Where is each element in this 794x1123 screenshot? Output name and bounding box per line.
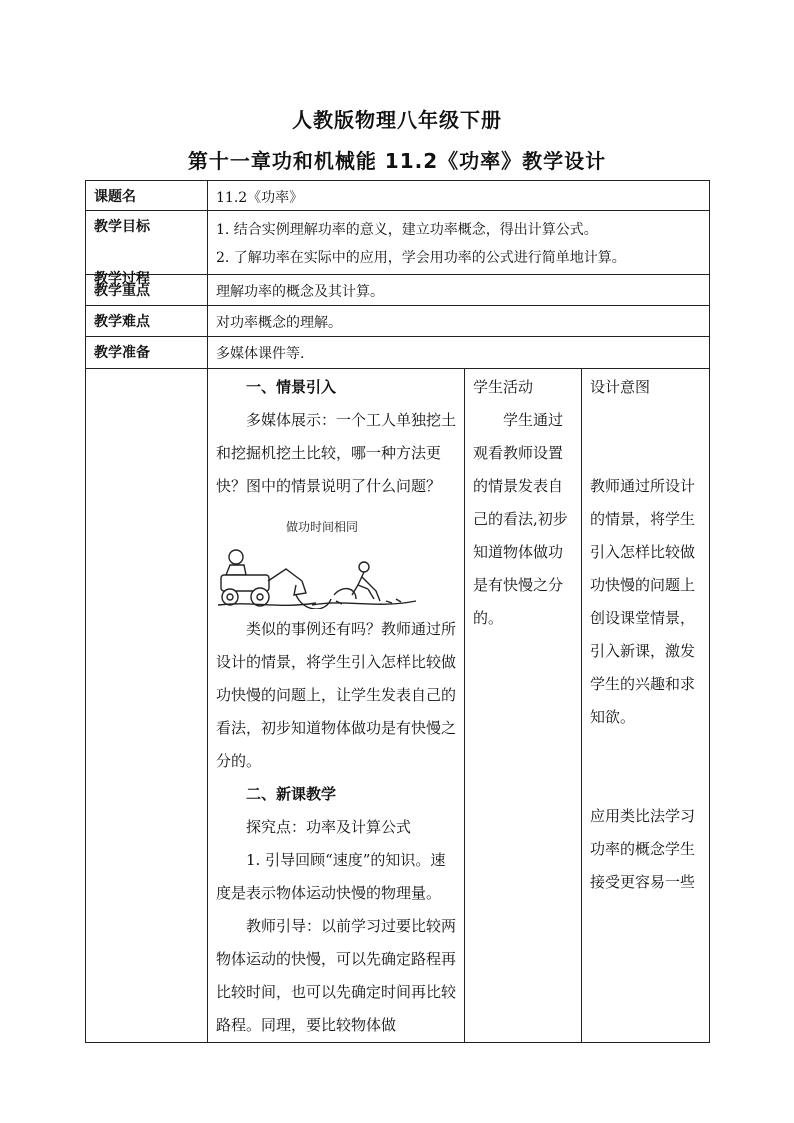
- difficulties-value: 对功率概念的理解。: [208, 306, 710, 337]
- document-subtitle: 第十一章功和机械能 11.2《功率》教学设计: [187, 149, 607, 173]
- student-activity-text: 学生通过观看教师设置的情景发表自己的看法,初步知道物体做功是有快慢之分的。: [473, 411, 568, 627]
- design-intent-text: 教师通过所设计的情景，将学生引入怎样比较做功快慢的问题上: [590, 477, 696, 594]
- paragraph: 类似的事例还有吗？教师通过所设计的情景，将学生引入怎样比较做功快慢的问题上，让学生发表自己的看法，初步知道物体做功是有快慢之分的。: [216, 620, 457, 770]
- design-intent: [582, 369, 710, 1043]
- column-header: 学生活动: [473, 378, 534, 396]
- section-heading: 一、情景引入: [246, 378, 337, 396]
- design-intent-text: 应用类比法学习功率的概念学生接受更容易一些: [590, 807, 696, 891]
- student-activity: [465, 369, 582, 1043]
- table-row: [86, 211, 710, 275]
- topic-value: 11.2《功率》: [208, 181, 710, 211]
- paragraph: 探究点：功率及计算公式: [246, 818, 412, 836]
- objective-item: 2. 了解功率在实际中的应用，学会用功率的公式进行简单地计算。: [216, 250, 626, 266]
- row-label-difficulties: 教学难点: [86, 306, 208, 337]
- lesson-plan-table: [85, 180, 710, 1043]
- figure-caption: 做功时间相同: [286, 520, 359, 534]
- table-row: [86, 181, 710, 211]
- row-label-key-points: 教学重点: [86, 275, 208, 306]
- paragraph: 教师引导：以前学习过要比较两物体运动的快慢，可以先确定路程再比较时间，也可以先确定时间再比较路程。同理，要比较物体做: [216, 917, 457, 1034]
- process-label-text: 教学过程: [94, 271, 150, 287]
- table-row: [86, 306, 710, 337]
- section-heading: 二、新课教学: [246, 785, 337, 803]
- preparation-value: 多媒体课件等.: [208, 337, 710, 369]
- row-label-objectives: 教学目标: [86, 211, 208, 275]
- key-points-value: 理解功率的概念及其计算。: [208, 275, 710, 306]
- table-row: [86, 369, 710, 1043]
- document-title: 人教版物理八年级下册: [292, 108, 502, 132]
- row-label-topic: 课题名: [86, 181, 208, 211]
- design-intent-text: 创设课堂情景，引入新课，激发学生的兴趣和求知欲。: [590, 609, 696, 726]
- objective-item: 1. 结合实例理解功率的意义，建立功率概念，得出计算公式。: [216, 222, 598, 238]
- paragraph: 多媒体展示：一个工人单独挖土和挖掘机挖土比较，哪一种方法更快？图中的情景说明了什么问题？: [216, 411, 457, 495]
- objectives-value: [208, 211, 710, 275]
- row-label-preparation: 教学准备: [86, 337, 208, 369]
- paragraph: 1. 引导回顾“速度”的知识。速度是表示物体运动快慢的物理量。: [216, 851, 446, 902]
- process-content: [208, 369, 465, 1043]
- column-header: 设计意图: [590, 378, 651, 396]
- table-row: [86, 337, 710, 369]
- excavator-illustration: [216, 509, 446, 609]
